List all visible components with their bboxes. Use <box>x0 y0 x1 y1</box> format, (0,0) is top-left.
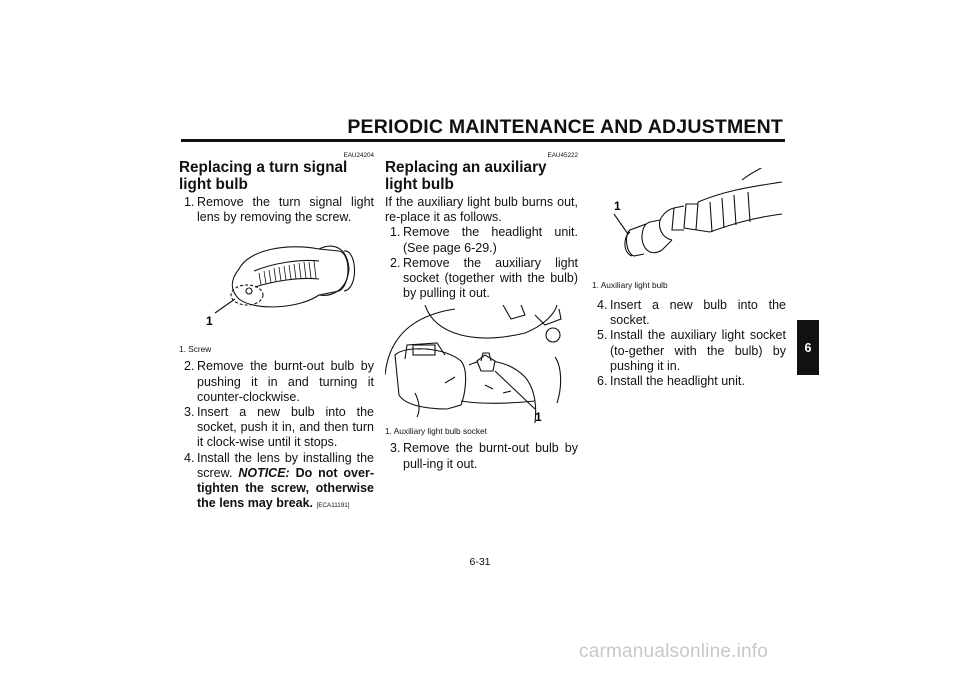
section-heading: Replacing an auxiliary light bulb <box>385 159 547 193</box>
figure-caption: 1. Auxiliary light bulb <box>592 280 668 290</box>
header-rule <box>181 139 785 142</box>
figure-callout: 1 <box>614 199 621 213</box>
notice-label: NOTICE: <box>238 465 290 480</box>
step-item <box>385 225 578 255</box>
step-number: 4. <box>597 298 608 312</box>
step-text: Remove the burnt-out bulb by pushing it in and turning it counter-clockwise. <box>197 359 374 404</box>
page-number: 6-31 <box>469 556 491 568</box>
intro-paragraph: If the auxiliary light bulb burns out, re-place it as follows. <box>385 195 578 225</box>
figure-caption: 1. Auxiliary light bulb socket <box>385 426 487 437</box>
step-text: Remove the auxiliary light socket (together with the bulb) by pulling it out. <box>403 255 578 301</box>
turn-signal-lens-figure <box>179 229 374 341</box>
step-text: Install the lens by installing the screw. <box>197 450 374 480</box>
step-number: 2. <box>390 255 401 270</box>
step-number: 1. <box>184 195 195 209</box>
step-text: Insert a new bulb into the socket, push it in, and then turn it clock-wise until it stops. <box>197 405 374 450</box>
section-heading: Replacing a turn signal light bulb <box>179 159 348 193</box>
step-item <box>592 374 786 389</box>
step-text: Install the auxiliary light socket (to-gether with the bulb) by pushing it in. <box>610 328 786 373</box>
step-number: 5. <box>597 328 608 343</box>
step-item <box>179 451 374 514</box>
watermark-text: carmanualsonline.info <box>579 641 769 662</box>
column-auxiliary-bulb <box>592 168 786 389</box>
auxiliary-bulb-figure <box>592 168 786 276</box>
step-number: 4. <box>184 450 195 465</box>
step-number: 1. <box>390 225 401 240</box>
step-number: 3. <box>390 441 401 456</box>
figure-callout: 1 <box>535 410 542 424</box>
step-number: 2. <box>184 359 195 374</box>
step-item <box>592 298 786 328</box>
column-auxiliary-light <box>385 152 578 472</box>
step-text: Remove the turn signal light lens by removing the screw. <box>197 195 374 225</box>
step-text: Insert a new bulb into the socket. <box>610 298 786 328</box>
step-item <box>179 405 374 451</box>
step-item <box>385 441 578 471</box>
step-item <box>179 195 374 225</box>
step-text: Remove the burnt-out bulb by pull-ing it out. <box>403 441 578 471</box>
step-text: Install the headlight unit. <box>610 374 745 389</box>
page-header-title: PERIODIC MAINTENANCE AND ADJUSTMENT <box>347 116 783 138</box>
step-number: 3. <box>184 405 195 420</box>
chapter-tab: 6 <box>797 320 819 375</box>
auxiliary-socket-figure <box>385 305 578 423</box>
notice-text: Do not over-tighten the screw, otherwise the lens may break. <box>197 465 374 511</box>
step-number: 6. <box>597 374 608 389</box>
figure-caption: 1. Screw <box>179 344 212 355</box>
notice-code: [ECA11191] <box>316 502 350 510</box>
step-item <box>592 328 786 374</box>
figure-callout: 1 <box>206 314 213 329</box>
section-code: EAU45222 <box>547 152 578 159</box>
step-text: Remove the headlight unit. (See page 6-29.) <box>403 225 578 255</box>
section-code: EAU24204 <box>343 152 374 159</box>
column-turn-signal <box>179 152 374 513</box>
step-item <box>385 256 578 302</box>
step-item <box>179 359 374 405</box>
